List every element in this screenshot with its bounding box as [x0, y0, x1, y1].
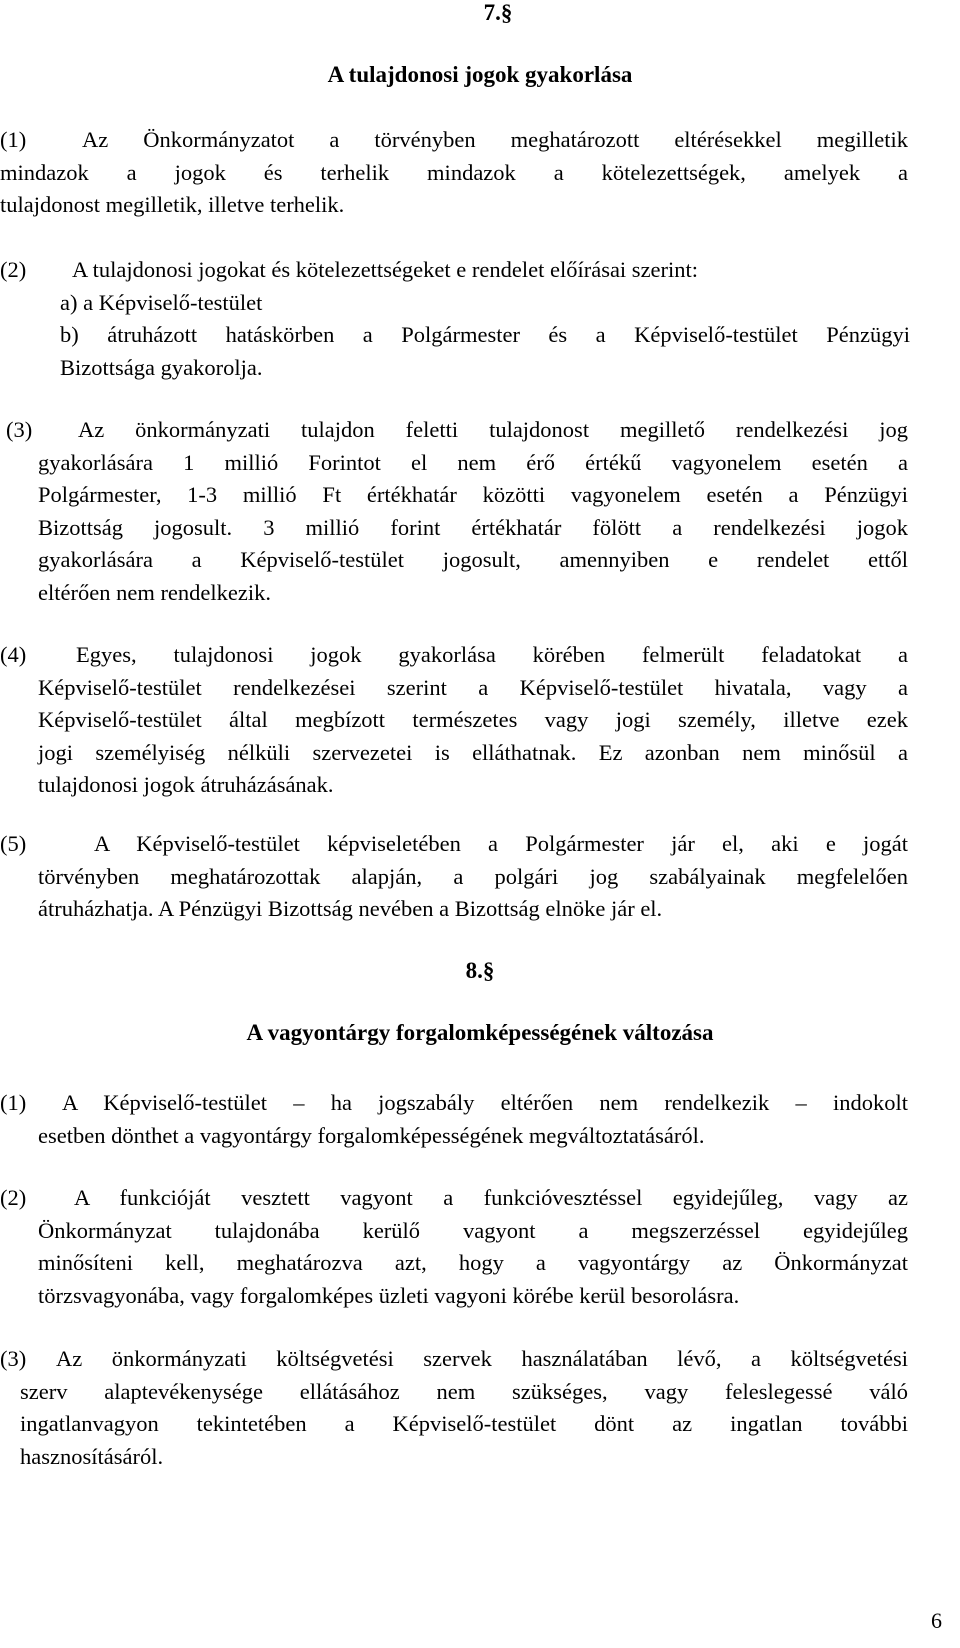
paragraph-line: A Képviselő-testület – ha jogszabály eltérően nem rendelkezik – indokolt: [62, 1090, 908, 1115]
paragraph-line: tulajdonost megilletik, illetve terhelik.: [0, 192, 345, 217]
s7-paragraph-1: [0, 124, 908, 222]
s7-paragraph-4: [0, 639, 908, 802]
paragraph-number: (2): [0, 257, 27, 282]
paragraph-line: A Képviselő-testület képviseletében a Polgármester jár el, aki e jogát: [94, 831, 908, 856]
paragraph-number: (3): [6, 417, 33, 442]
paragraph-line: gyakorlására a Képviselő-testület jogosult, amennyiben e rendelet ettől: [38, 547, 908, 572]
paragraph-line: Polgármester, 1-3 millió Ft értékhatár közötti vagyonelem esetén a Pénzügyi: [38, 482, 908, 507]
paragraph-line: Bizottság jogosult. 3 millió forint értékhatár fölött a rendelkezési jogok: [38, 514, 908, 540]
paragraph-line: Önkormányzat tulajdonába kerülő vagyont a megszerzéssel egyidejűleg: [38, 1217, 908, 1243]
paragraph-line: minősíteni kell, meghatározva azt, hogy a vagyontárgy az Önkormányzat: [38, 1250, 908, 1275]
paragraph-line: a) a Képviselő-testület: [60, 289, 263, 315]
paragraph-line: eltérően nem rendelkezik.: [38, 579, 272, 605]
paragraph-number: (3): [0, 1346, 27, 1371]
section-8-title: A vagyontárgy forgalomképességének változása: [246, 1020, 714, 1045]
paragraph-number: (1): [0, 127, 27, 152]
section-7-title: A tulajdonosi jogok gyakorlása: [327, 62, 633, 87]
s8-paragraph-3: [0, 1343, 908, 1473]
paragraph-line: esetben dönthet a vagyontárgy forgalomképességének megváltoztatásáról.: [38, 1122, 705, 1148]
paragraph-line: törvényben meghatározottak alapján, a polgári jog szabályainak megfelelően: [38, 863, 908, 889]
paragraph-number: (5): [0, 831, 27, 856]
paragraph-line: törzsvagyonába, vagy forgalomképes üzleti vagyoni körébe kerül besorolásra.: [38, 1282, 740, 1308]
paragraph-line: Az önkormányzati tulajdon feletti tulajdonost megillető rendelkezési jog: [78, 417, 908, 442]
s8-paragraph-1: [0, 1087, 908, 1152]
s7-paragraph-5: [0, 828, 908, 926]
paragraph-line: Képviselő-testület rendelkezései szerint a Képviselő-testület hivatala, vagy a: [38, 674, 908, 700]
section-7-number: 7.§: [483, 0, 513, 25]
paragraph-line: A tulajdonosi jogokat és kötelezettségeket e rendelet előírásai szerint:: [72, 257, 699, 282]
paragraph-line: A funkcióját vesztett vagyont a funkcióvesztéssel egyidejűleg, vagy az: [74, 1185, 908, 1210]
paragraph-number: (2): [0, 1185, 27, 1210]
paragraph-line: Egyes, tulajdonosi jogok gyakorlása körében felmerült feladatokat a: [76, 642, 908, 667]
paragraph-line: Képviselő-testület által megbízott természetes vagy jogi személy, illetve ezek: [38, 707, 908, 732]
paragraph-line: ingatlanvagyon tekintetében a Képviselő-testület dönt az ingatlan további: [20, 1411, 908, 1436]
paragraph-line: mindazok a jogok és terhelik mindazok a kötelezettségek, amelyek a: [0, 159, 908, 185]
paragraph-line: tulajdonosi jogok átruházásának.: [38, 772, 334, 797]
paragraph-line: Az Önkormányzatot a törvényben meghatározott eltérésekkel megilletik: [82, 127, 908, 152]
paragraph-line: hasznosításáról.: [20, 1443, 164, 1469]
s8-paragraph-2: [0, 1182, 908, 1312]
paragraph-line: jogi személyiség nélküli szervezetei is elláthatnak. Ez azonban nem minősül a: [38, 739, 908, 765]
paragraph-line: gyakorlására 1 millió Forintot el nem érő értékű vagyonelem esetén a: [38, 449, 908, 475]
paragraph-line: Az önkormányzati költségvetési szervek használatában lévő, a költségvetési: [56, 1346, 908, 1371]
page-number: 6: [931, 1608, 942, 1633]
s7-paragraph-2: [0, 254, 910, 384]
paragraph-number: (1): [0, 1090, 27, 1115]
paragraph-number: (4): [0, 642, 27, 667]
paragraph-line: Bizottsága gyakorolja.: [60, 354, 263, 380]
section-8-number: 8.§: [465, 958, 495, 983]
s7-paragraph-3: [6, 414, 908, 609]
paragraph-line: b) átruházott hatáskörben a Polgármester és a Képviselő-testület Pénzügyi: [60, 322, 910, 347]
paragraph-line: szerv alaptevékenysége ellátásához nem szükséges, vagy feleslegessé váló: [20, 1378, 908, 1404]
paragraph-line: átruházhatja. A Pénzügyi Bizottság nevében a Bizottság elnöke jár el.: [38, 896, 663, 921]
